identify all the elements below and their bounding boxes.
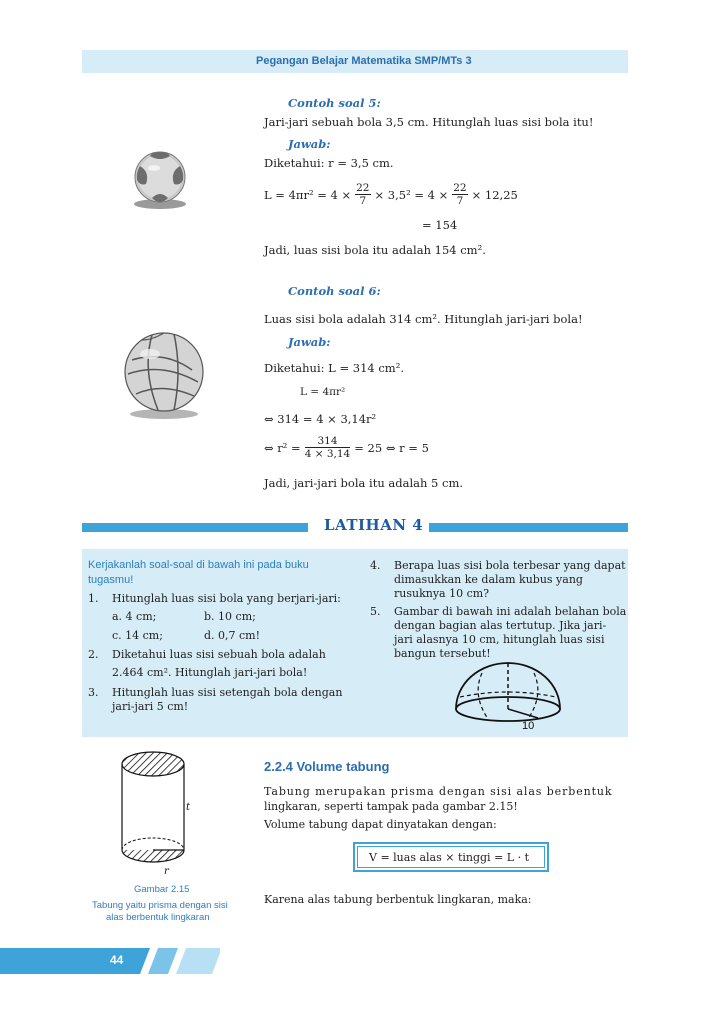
q1-number: 1. [88, 592, 99, 605]
fraction-numerator: 22 [356, 182, 370, 194]
q2-number: 2. [88, 648, 99, 661]
example-6-title: Contoh soal 6: [288, 284, 381, 298]
q3-text-line-1: Hitunglah luas sisi setengah bola dengan [112, 686, 343, 699]
example-6-question: Luas sisi bola adalah 314 cm². Hitunglah jari-jari bola! [264, 312, 583, 326]
example-6-given: Diketahui: L = 314 cm². [264, 361, 404, 375]
fraction-denominator: 4 × 3,14 [304, 448, 351, 460]
paragraph-2: Volume tabung dapat dinyatakan dengan: [264, 818, 497, 831]
eq-part: L = 4πr² = 4 × [264, 187, 352, 202]
q2-text-line-2: 2.464 cm². Hitunglah jari-jari bola! [112, 666, 308, 679]
q5-number: 5. [370, 605, 381, 618]
q4-text-line-2: dimasukkan ke dalam kubus yang [394, 573, 583, 586]
volleyball-image [122, 330, 206, 420]
fraction-denominator: 7 [359, 195, 367, 207]
hemisphere-radius-label: 10 [522, 720, 535, 732]
example-6-answer-label: Jawab: [288, 335, 331, 349]
page-header [82, 50, 628, 73]
fraction [305, 435, 351, 460]
exercise-title-bar [82, 516, 628, 534]
cylinder-height-label: t [186, 802, 191, 813]
example-6-step-3 [264, 435, 429, 460]
eq-part: × 3,5² = 4 × [374, 187, 449, 202]
fraction [355, 182, 370, 207]
header-title: Pegangan Belajar Matematika SMP/MTs 3 [256, 55, 472, 67]
q4-text-line-1: Berapa luas sisi bola terbesar yang dapat [394, 559, 626, 572]
q3-number: 3. [88, 686, 99, 699]
section-heading: 2.2.4 Volume tabung [264, 759, 390, 774]
q5-text-line-3: jari alasnya 10 cm, hitunglah luas sisi [394, 633, 605, 646]
fraction-numerator: 314 [305, 435, 351, 448]
q5-text-line-4: bangun tersebut! [394, 647, 491, 660]
fraction [452, 182, 467, 207]
cylinder-figure [108, 748, 208, 878]
exercise-box [82, 549, 628, 737]
volume-formula: V = luas alas × tinggi = L · t [369, 851, 529, 864]
exercise-title: LATIHAN 4 [318, 516, 429, 534]
figure-caption-title: Gambar 2.15 [134, 884, 190, 895]
figure-caption-line-1: Tabung yaitu prisma dengan sisi [92, 900, 228, 911]
q1-option-a: a. 4 cm; [112, 610, 157, 623]
q5-text-line-2: dengan bagian alas tertutup. Jika jari- [394, 619, 607, 632]
example-5-equation [264, 182, 518, 207]
example-6-step-2: ⇔ 314 = 4 × 3,14r² [264, 412, 377, 426]
eq-part: ⇔ r² = [264, 440, 301, 455]
q4-number: 4. [370, 559, 381, 572]
title-bar-left [82, 523, 308, 532]
page-number: 44 [110, 953, 124, 967]
cylinder-radius-label: r [164, 866, 169, 877]
fraction-numerator: 22 [453, 182, 467, 194]
example-5-question: Jari-jari sebuah bola 3,5 cm. Hitunglah luas sisi bola itu! [264, 115, 594, 129]
paragraph-1-line-1: Tabung merupakan prisma dengan sisi alas berbentuk [264, 785, 613, 798]
title-bar-right [422, 523, 628, 532]
example-5-conclusion: Jadi, luas sisi bola itu adalah 154 cm². [264, 243, 486, 257]
soccer-ball-image [130, 148, 190, 210]
formula-box [353, 842, 549, 872]
q1-option-d: d. 0,7 cm! [204, 629, 261, 642]
exercise-intro-line-1: Kerjakanlah soal-soal di bawah ini pada buku [88, 559, 309, 571]
q2-text-line-1: Diketahui luas sisi sebuah bola adalah [112, 648, 326, 661]
hemisphere-figure [452, 659, 564, 733]
example-5-result: = 154 [422, 218, 458, 232]
example-6-conclusion: Jadi, jari-jari bola itu adalah 5 cm. [264, 476, 464, 490]
paragraph-3: Karena alas tabung berbentuk lingkaran, maka: [264, 893, 532, 906]
q1-option-c: c. 14 cm; [112, 629, 163, 642]
q1-text: Hitunglah luas sisi bola yang berjari-jari: [112, 592, 341, 605]
example-5-given: Diketahui: r = 3,5 cm. [264, 156, 394, 170]
eq-part: × 12,25 [471, 187, 518, 202]
fraction-denominator: 7 [456, 195, 464, 207]
example-5-answer-label: Jawab: [288, 137, 331, 151]
figure-caption-line-2: alas berbentuk lingkaran [106, 912, 210, 923]
example-5-title: Contoh soal 5: [288, 96, 381, 110]
q4-text-line-3: rusuknya 10 cm? [394, 587, 490, 600]
q5-text-line-1: Gambar di bawah ini adalah belahan bola [394, 605, 627, 618]
q3-text-line-2: jari-jari 5 cm! [112, 700, 189, 713]
example-6-step-1: L = 4πr² [300, 386, 346, 398]
q1-option-b: b. 10 cm; [204, 610, 256, 623]
eq-part: = 25 ⇔ r = 5 [354, 440, 429, 455]
exercise-intro-line-2: tugasmu! [88, 574, 134, 586]
paragraph-1-line-2: lingkaran, seperti tampak pada gambar 2.15! [264, 800, 518, 813]
